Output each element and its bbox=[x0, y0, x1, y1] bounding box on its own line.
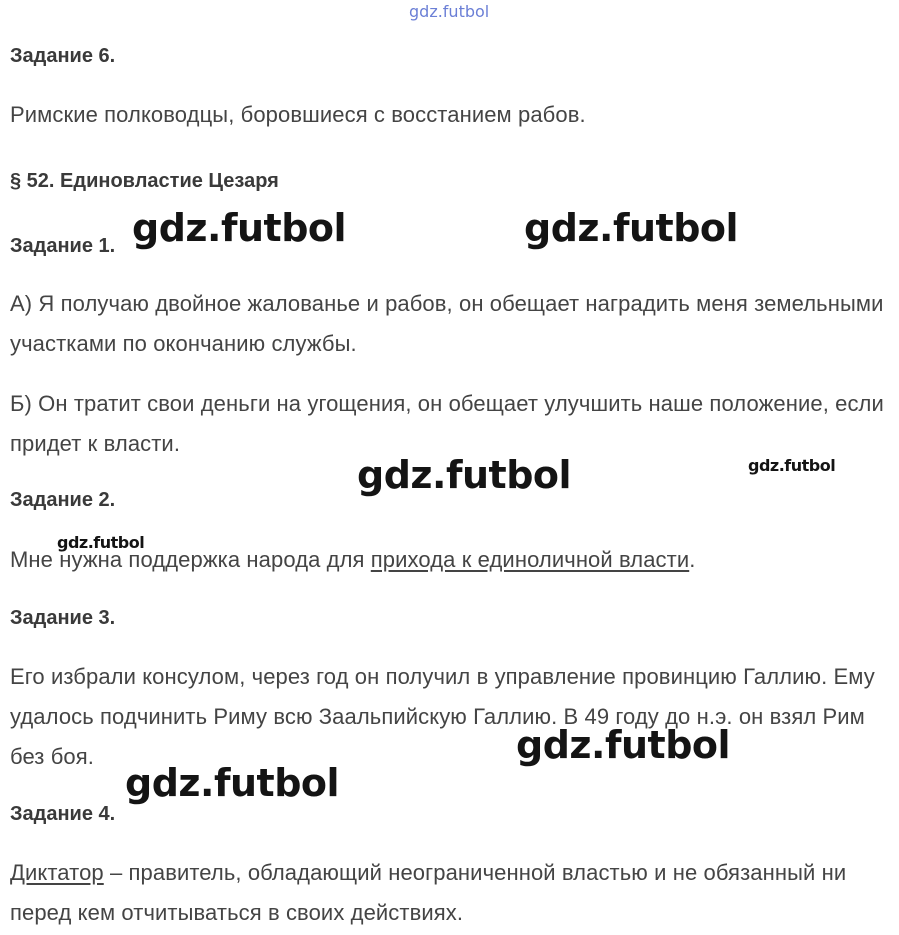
watermark-5: gdz.futbol bbox=[57, 533, 145, 552]
watermark-1: gdz.futbol bbox=[132, 206, 347, 250]
task-4-definition: – правитель, обладающий неограниченной властью и не обязанный ни перед кем отчитываться в своих действиях. bbox=[10, 860, 847, 925]
watermark-3: gdz.futbol bbox=[357, 453, 572, 497]
task-3-heading: Задание 3. bbox=[10, 607, 116, 629]
task-3-text: Его избрали консулом, через год он получил в управление провинцию Галлию. Ему удалось подчинить Риму всю Заальпийскую Галлию. В 49 году до н.э. он взял Рим без боя. bbox=[10, 664, 875, 769]
task-6-text: Римские полководцы, боровшиеся с восстанием рабов. bbox=[10, 102, 586, 127]
task-4-text bbox=[10, 853, 885, 933]
task-4-term: Диктатор bbox=[10, 860, 104, 885]
task-1-answer-a: А) Я получаю двойное жалованье и рабов, он обещает наградить меня земельными участками по окончанию службы. bbox=[10, 291, 884, 356]
task-1-heading: Задание 1. bbox=[10, 235, 116, 257]
task-2-text-prefix: Мне нужна поддержка народа для bbox=[10, 547, 371, 572]
task-4-heading: Задание 4. bbox=[10, 803, 116, 825]
task-2-underlined-phrase: прихода к единоличной власти bbox=[370, 547, 690, 572]
task-6-heading: Задание 6. bbox=[10, 45, 116, 67]
task-1-answer-b: Б) Он тратит свои деньги на угощения, он обещает улучшить наше положение, если придет к власти. bbox=[10, 391, 884, 456]
section-title: § 52. Единовластие Цезаря bbox=[10, 170, 279, 192]
task-2-heading: Задание 2. bbox=[10, 489, 116, 511]
task-2-text-suffix: . bbox=[689, 547, 696, 572]
watermark-6: gdz.futbol bbox=[516, 723, 731, 767]
watermark-4: gdz.futbol bbox=[748, 456, 836, 475]
watermark-top: gdz.futbol bbox=[409, 2, 490, 21]
watermark-2: gdz.futbol bbox=[524, 206, 739, 250]
watermark-7: gdz.futbol bbox=[125, 761, 340, 805]
